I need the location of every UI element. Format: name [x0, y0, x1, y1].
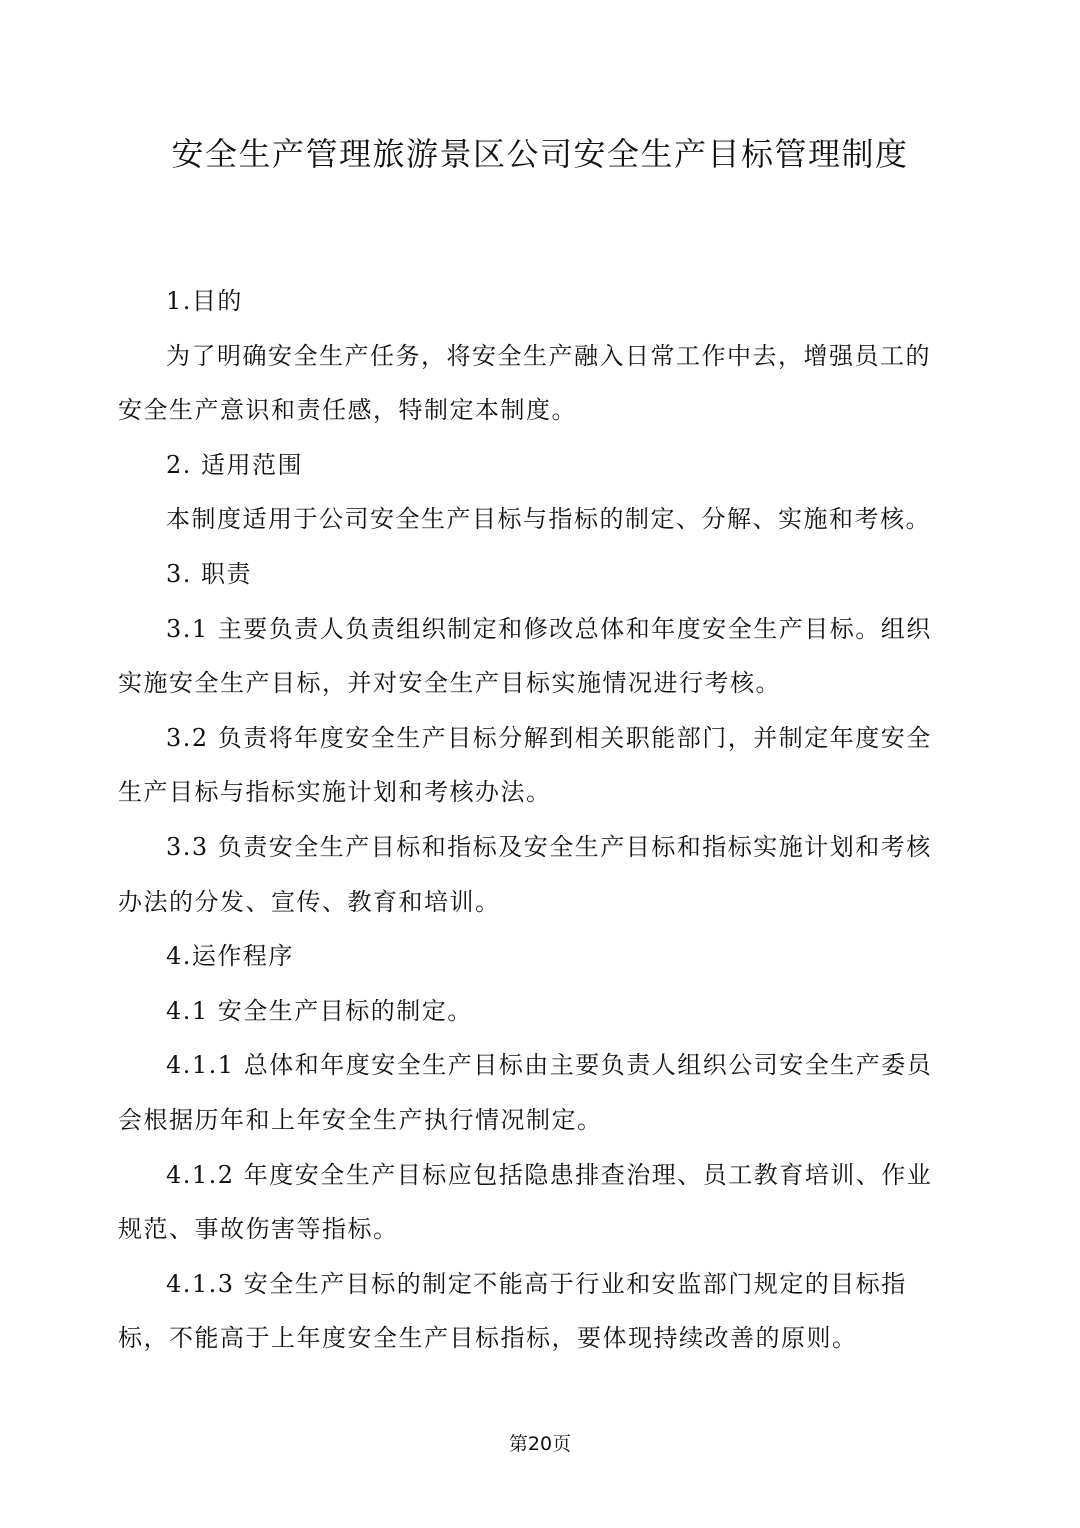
paragraph-4-1-2: 4.1.2 年度安全生产目标应包括隐患排查治理、员工教育培训、作业规范、事故伤害等指标。	[118, 1160, 933, 1244]
heading-scope: 2. 适用范围	[166, 450, 304, 479]
paragraph-3-1: 3.1 主要负责人负责组织制定和修改总体和年度安全生产目标。组织实施安全生产目标，并对安全生产目标实施情况进行考核。	[118, 614, 932, 698]
paragraph-4-1-3: 4.1.3 安全生产目标的制定不能高于行业和安监部门规定的目标指标，不能高于上年度安全生产目标指标，要体现持续改善的原则。	[118, 1269, 907, 1353]
paragraph-3-2: 3.2 负责将年度安全生产目标分解到相关职能部门，并制定年度安全生产目标与指标实施计划和考核办法。	[118, 723, 932, 807]
heading-responsibilities: 3. 职责	[166, 559, 253, 588]
heading-purpose: 1.目的	[166, 287, 243, 315]
document-title: 安全生产管理旅游景区公司安全生产目标管理制度	[171, 135, 909, 173]
paragraph-3-3: 3.3 负责安全生产目标和指标及安全生产目标和指标实施计划和考核办法的分发、宣传、教育和培训。	[118, 832, 932, 916]
paragraph-purpose: 为了明确安全生产任务，将安全生产融入日常工作中去，增强员工的安全生产意识和责任感，特制定本制度。	[118, 341, 931, 425]
paragraph-4-1-1: 4.1.1 总体和年度安全生产目标由主要负责人组织公司安全生产委员会根据历年和上年安全生产执行情况制定。	[118, 1051, 933, 1134]
document-body	[118, 274, 954, 1366]
paragraph-4-1: 4.1 安全生产目标的制定。	[166, 996, 473, 1025]
page-number: 第20页	[508, 1433, 572, 1455]
heading-procedure: 4.运作程序	[166, 942, 294, 971]
paragraph-scope: 本制度适用于公司安全生产目标与指标的制定、分解、实施和考核。	[166, 505, 931, 534]
